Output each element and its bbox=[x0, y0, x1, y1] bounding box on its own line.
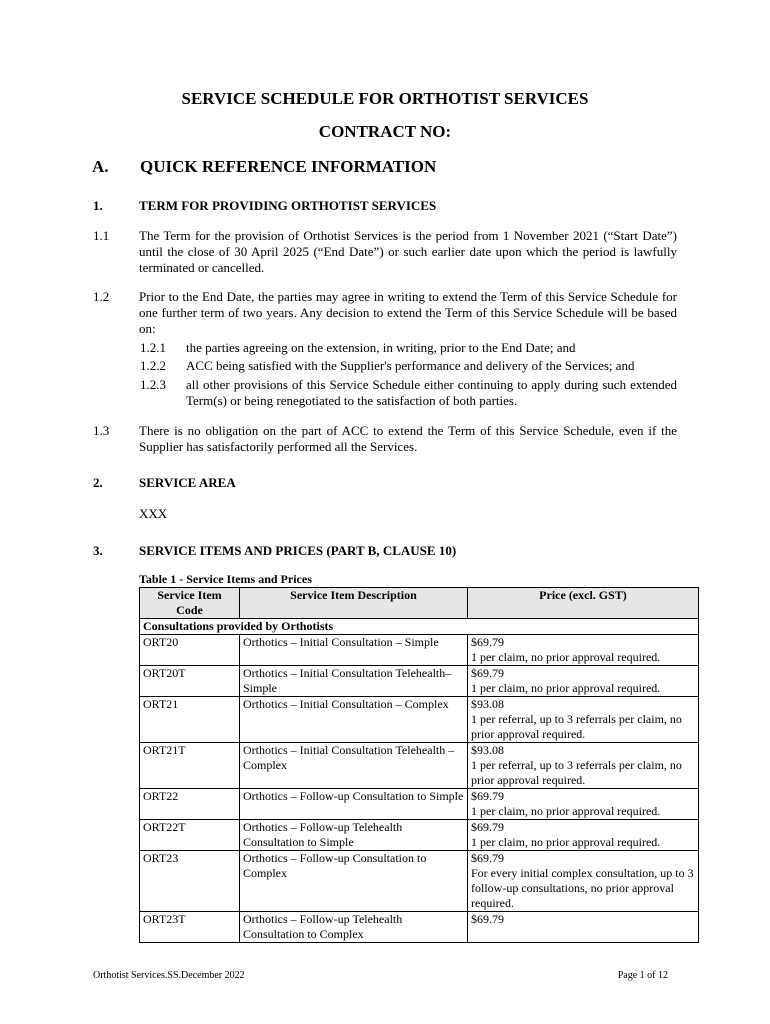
header-service-item-code: Service Item Code bbox=[140, 588, 240, 619]
item-price: $69.79 bbox=[471, 789, 504, 803]
clause-1-2-number: 1.2 bbox=[93, 289, 110, 304]
item-code: ORT22T bbox=[140, 820, 240, 851]
table-header-row bbox=[140, 588, 699, 619]
section-2-number: 2. bbox=[93, 475, 103, 490]
item-price-note: 1 per referral, up to 3 referrals per claim, no prior approval required. bbox=[471, 758, 682, 787]
table-row bbox=[140, 912, 699, 943]
service-area-value: XXX bbox=[139, 506, 168, 521]
table-row bbox=[140, 820, 699, 851]
table-row bbox=[140, 743, 699, 789]
clause-1-2-2-number: 1.2.2 bbox=[140, 358, 166, 373]
clause-1-2-1-text: the parties agreeing on the extension, in writing, prior to the End Date; and bbox=[186, 340, 576, 355]
footer-page-number: Page 1 of 12 bbox=[617, 970, 668, 981]
service-items-table bbox=[139, 587, 699, 943]
item-price-cell bbox=[468, 912, 699, 943]
item-price-cell bbox=[468, 666, 699, 697]
item-price-cell bbox=[468, 820, 699, 851]
item-price: $69.79 bbox=[471, 820, 504, 834]
document-title: SERVICE SCHEDULE FOR ORTHOTIST SERVICES bbox=[181, 89, 589, 108]
clause-1-3-text: There is no obligation on the part of ACC to extend the Term of this Service Schedule, even if the Supplier has satisfactorily performed all the Services. bbox=[139, 423, 677, 454]
item-price: $69.79 bbox=[471, 851, 504, 865]
item-description: Orthotics – Follow-up Telehealth Consultation to Complex bbox=[240, 912, 468, 943]
footer-document-id: Orthotist Services.SS.December 2022 bbox=[93, 970, 245, 981]
item-code: ORT20T bbox=[140, 666, 240, 697]
item-price-note: For every initial complex consultation, up to 3 follow-up consultations, no prior approval required. bbox=[471, 866, 694, 910]
section-2-title: SERVICE AREA bbox=[139, 475, 236, 490]
item-description: Orthotics – Follow-up Consultation to Simple bbox=[240, 789, 468, 820]
item-price-cell bbox=[468, 743, 699, 789]
item-code: ORT22 bbox=[140, 789, 240, 820]
item-description: Orthotics – Initial Consultation Telehealth– Simple bbox=[240, 666, 468, 697]
section-label: Consultations provided by Orthotists bbox=[140, 619, 699, 635]
table-row bbox=[140, 789, 699, 820]
header-service-item-description: Service Item Description bbox=[240, 588, 468, 619]
clause-1-2-text: Prior to the End Date, the parties may agree in writing to extend the Term of this Service Schedule for one further term of two years. Any decision to extend the Term of this Service Schedule will be based on: bbox=[139, 289, 677, 336]
table-row bbox=[140, 697, 699, 743]
item-price: $93.08 bbox=[471, 697, 504, 711]
item-description: Orthotics – Initial Consultation – Complex bbox=[240, 697, 468, 743]
item-price: $69.79 bbox=[471, 912, 504, 926]
section-3-title: SERVICE ITEMS AND PRICES (PART B, CLAUSE 10) bbox=[139, 543, 457, 558]
section-1-number: 1. bbox=[93, 198, 103, 213]
item-price: $93.08 bbox=[471, 743, 504, 757]
item-description: Orthotics – Follow-up Consultation to Complex bbox=[240, 851, 468, 912]
item-price-cell bbox=[468, 851, 699, 912]
item-price-note: 1 per claim, no prior approval required. bbox=[471, 835, 661, 849]
item-price-note: 1 per referral, up to 3 referrals per claim, no prior approval required. bbox=[471, 712, 682, 741]
clause-1-1-number: 1.1 bbox=[93, 228, 110, 243]
item-description: Orthotics – Initial Consultation – Simple bbox=[240, 635, 468, 666]
clause-1-2-1-number: 1.2.1 bbox=[140, 340, 166, 355]
table-row bbox=[140, 666, 699, 697]
contract-number: CONTRACT NO: bbox=[318, 122, 452, 141]
table-caption: Table 1 - Service Items and Prices bbox=[139, 572, 312, 586]
item-price-cell bbox=[468, 697, 699, 743]
section-3-number: 3. bbox=[93, 543, 103, 558]
item-price-cell bbox=[468, 635, 699, 666]
clause-1-1-text: The Term for the provision of Orthotist Services is the period from 1 November 2021 (“Start Date”) until the close of 30 April 2025 (“End Date”) or such earlier date upon which the period is lawfully terminated or cancelled. bbox=[139, 228, 677, 275]
item-code: ORT23 bbox=[140, 851, 240, 912]
item-price-note: 1 per claim, no prior approval required. bbox=[471, 650, 661, 664]
item-price-cell bbox=[468, 789, 699, 820]
item-price-note: 1 per claim, no prior approval required. bbox=[471, 681, 661, 695]
item-price: $69.79 bbox=[471, 666, 504, 680]
section-a-title: QUICK REFERENCE INFORMATION bbox=[140, 157, 437, 176]
table-row bbox=[140, 851, 699, 912]
item-description: Orthotics – Follow-up Telehealth Consultation to Simple bbox=[240, 820, 468, 851]
clause-1-3-number: 1.3 bbox=[93, 423, 110, 438]
item-price: $69.79 bbox=[471, 635, 504, 649]
header-price: Price (excl. GST) bbox=[468, 588, 699, 619]
item-code: ORT21T bbox=[140, 743, 240, 789]
item-price-note: 1 per claim, no prior approval required. bbox=[471, 804, 661, 818]
item-code: ORT23T bbox=[140, 912, 240, 943]
table-section-row bbox=[140, 619, 699, 635]
section-a-number: A. bbox=[92, 157, 109, 176]
item-code: ORT21 bbox=[140, 697, 240, 743]
table-row bbox=[140, 635, 699, 666]
clause-1-2-2-text: ACC being satisfied with the Supplier's performance and delivery of the Services; and bbox=[186, 358, 635, 373]
item-description: Orthotics – Initial Consultation Telehealth – Complex bbox=[240, 743, 468, 789]
clause-1-2-3-text: all other provisions of this Service Schedule either continuing to apply during such extended Term(s) or being renegotiated to the satisfaction of both parties. bbox=[186, 377, 677, 408]
item-code: ORT20 bbox=[140, 635, 240, 666]
clause-1-2-3-number: 1.2.3 bbox=[140, 377, 166, 392]
section-1-title: TERM FOR PROVIDING ORTHOTIST SERVICES bbox=[139, 198, 437, 213]
